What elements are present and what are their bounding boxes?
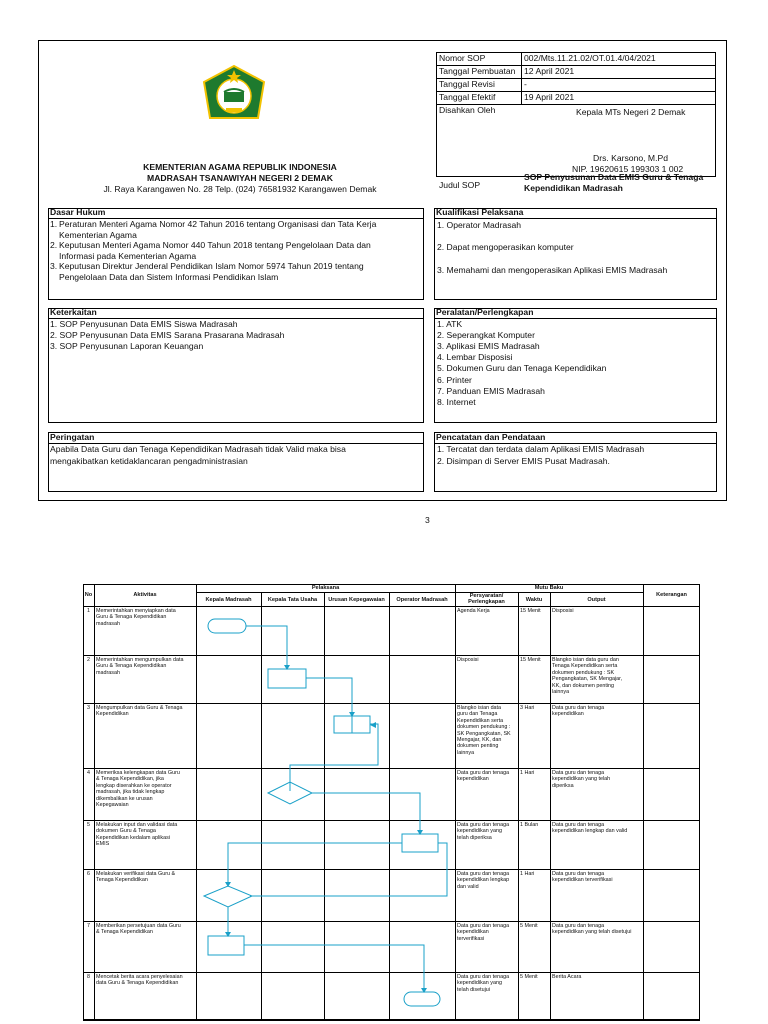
col-persyaratan: Persyaratan/ Perlengkapan [468,593,505,605]
row-no: 4 [87,770,90,776]
list-item: 3. Memahami dan mengoperasikan Aplikasi EMIS Madrasah [437,265,668,275]
school-name: MADRASAH TSANAWIYAH NEGERI 2 DEMAK [147,173,333,183]
approver-nip: NIP. 19620615 199303 1 002 [572,164,684,174]
meta-value-revisi: - [524,79,527,89]
list-item: 2. SOP Penyusunan Data EMIS Sarana Prasarana Madrasah [50,330,285,340]
row-aktivitas: Mencetak berita acara penyelesaian data Guru & Tenaga Kependidikan [96,974,183,987]
list-item: 7. Panduan EMIS Madrasah [437,386,545,396]
row-output: Data guru dan tenaga kependidikan yang telah diperiksa [552,770,611,789]
list-item: 3. Keputusan Direktur Jenderal Pendidikan Islam Nomor 5974 Tahun 2019 tentang Pengelolaan Data dan Sistem Informasi Pendidikan Islam [50,261,364,282]
list-item: 2. Keputusan Menteri Agama Nomor 440 Tahun 2018 tentang Pengelolaan Data dan Informasi pada Kementerian Agama [50,240,371,261]
row-waktu: 1 Bulan [520,822,539,828]
col-aktivitas: Aktivitas [133,592,157,598]
col-output: Output [587,597,606,603]
row-persyaratan: Disposisi [457,657,479,663]
row-no: 6 [87,871,90,877]
row-aktivitas: Memeriksa kelengkapan data Guru & Tenaga Kependidikan, jika lengkap diserahkan ke operator madrasah, jika tidak lengkap dikembalikan ke urusan Kepegawaian [96,770,180,809]
kualifikasi-heading: Kualifikasi Pelaksana [436,207,524,217]
row-persyaratan: Data guru dan tenaga kependidikan [457,770,510,783]
list-item: 5. Dokumen Guru dan Tenaga Kependidikan [437,363,607,373]
row-waktu: 3 Hari [520,705,535,711]
list-item: 1. Tercatat dan terdata dalam Aplikasi EMIS Madrasah [437,444,645,454]
peringatan-heading: Peringatan [50,432,95,442]
peringatan-text-2: mengakibatkan ketidaklancaran pengadministrasian [50,456,248,466]
peringatan-text-1: Apabila Data Guru dan Tenaga Kependidikan Madrasah tidak Valid maka bisa [50,444,346,454]
terminator-end [404,992,440,1006]
row-waktu: 5 Menit [520,974,538,980]
meta-value-nomor: 002/Mts.11.21.02/OT.01.4/04/2021 [524,53,656,63]
row-aktivitas: Memberikan persetujuan data Guru & Tenaga Kependidikan [96,923,181,936]
list-item: 1. SOP Penyusunan Data EMIS Siswa Madrasah [50,319,238,329]
list-item: 6. Printer [437,375,472,385]
pencatatan-heading: Pencatatan dan Pendataan [436,432,546,442]
list-item: 3. Aplikasi EMIS Madrasah [437,341,540,351]
col-urusan-kepegawaian: Urusan Kepegawaian [328,597,385,603]
row-aktivitas: Melakukan verifikasi data Guru & Tenaga Kependidikan [96,871,176,884]
approver-title: Kepala MTs Negeri 2 Demak [576,107,686,117]
judul-label: Judul SOP [439,180,481,190]
meta-label-disahkan: Disahkan Oleh [439,105,496,115]
row-aktivitas: Melakukan input dan validasi data dokumen Guru & Tenaga Kependidikan kedalam aplikasi EMIS [96,822,178,848]
list-item: 2. Seperangkat Komputer [437,330,535,340]
row-waktu: 15 Menit [520,608,541,614]
col-kepala-madrasah: Kepala Madrasah [205,597,252,603]
meta-value-pembuatan: 12 April 2021 [524,66,575,76]
row-no: 5 [87,822,90,828]
list-item: 1. Peraturan Menteri Agama Nomor 42 Tahun 2016 tentang Organisasi dan Tata Kerja Kementerian Agama [50,219,377,240]
meta-label-efektif: Tanggal Efektif [439,92,496,102]
school-address: Jl. Raya Karangawen No. 28 Telp. (024) 76581932 Karangawen Demak [103,184,377,194]
row-persyaratan: Data guru dan tenaga kependidikan terverifikasi [457,923,510,942]
col-operator: Operator Madrasah [396,597,448,603]
col-waktu: Waktu [525,597,543,603]
row-output: Data guru dan tenaga kependidikan terverifikasi [552,871,613,884]
row-no: 3 [87,705,90,711]
process-box [268,669,306,688]
keterkaitan-heading: Keterkaitan [50,307,97,317]
row-output: Berita Acara [552,974,582,980]
terminator-start [208,619,246,633]
row-waktu: 15 Menit [520,657,541,663]
row-no: 1 [87,608,90,614]
row-waktu: 5 Menit [520,923,538,929]
col-pelaksana: Pelaksana [311,585,340,591]
col-mutu-baku: Mutu Baku [534,585,564,591]
row-no: 2 [87,657,90,663]
row-aktivitas: Memerintahkan menyiapkan data Guru & Tenaga Kependidikan madrasah [96,608,176,627]
meta-label-pembuatan: Tanggal Pembuatan [439,66,516,76]
approver-name: Drs. Karsono, M.Pd [593,153,668,163]
list-item: 3. SOP Penyusunan Laporan Keuangan [50,341,204,351]
row-waktu: 1 Hari [520,871,535,877]
ministry-name: KEMENTERIAN AGAMA REPUBLIK INDONESIA [143,162,337,172]
row-output: Data guru dan tenaga kependidikan [552,705,605,718]
row-persyaratan: Data guru dan tenaga kependidikan yang telah diperiksa [457,822,510,841]
row-persyaratan: Data guru dan tenaga kependidikan lengkap dan valid [457,871,510,890]
row-aktivitas: Mengumpulkan data Guru & Tenaga Kependidikan [96,705,183,718]
list-item: 2. Dapat mengoperasikan komputer [437,242,574,252]
peralatan-heading: Peralatan/Perlengkapan [436,307,534,317]
process-box [402,834,438,852]
list-item: 1. Operator Madrasah [437,220,522,230]
col-no: No [84,592,93,598]
list-item: 1. ATK [437,319,463,329]
dasar-hukum-heading: Dasar Hukum [50,207,106,217]
col-kepala-tu: Kepala Tata Usaha [267,597,318,603]
sop-title-line2: Kependidikan Madrasah [524,183,623,193]
row-output: Blangko isian data guru dan Tenaga Kependidikan serta dokumen pendukung : SK Pengangkatan, SK Mengajar, KK, dan dokumen penting lainnya [552,657,623,696]
row-output: Disposisi [552,608,574,614]
process-box [208,936,244,955]
list-item: 8. Internet [437,397,476,407]
sop-title-line1: SOP Penyusunan Data EMIS Guru & Tenaga [524,172,704,182]
row-no: 8 [87,974,90,980]
row-persyaratan: Data guru dan tenaga kependidikan yang telah disetujui [457,974,510,993]
meta-label-nomor: Nomor SOP [439,53,486,63]
list-item: 2. Disimpan di Server EMIS Pusat Madrasah. [437,456,610,466]
row-output: Data guru dan tenaga kependidikan lengkap dan valid [552,822,628,835]
meta-value-efektif: 19 April 2021 [524,92,575,102]
meta-label-revisi: Tanggal Revisi [439,79,495,89]
row-aktivitas: Memerintahkan mengumpulkan data Guru & Tenaga Kependidikan madrasah [96,657,184,676]
row-persyaratan: Agenda Kerja [457,608,490,614]
row-output: Data guru dan tenaga kependidikan yang telah disetujui [552,923,632,936]
row-persyaratan: Blangko isian data guru dan Tenaga Kependidikan serta dokumen pendukung : SK Pengangkatan, SK Mengajar, KK, dan dokumen penting lainnya [457,705,511,756]
page-number: 3 [425,515,430,525]
row-no: 7 [87,923,90,929]
col-keterangan: Keterangan [656,592,687,598]
row-waktu: 1 Hari [520,770,535,776]
decision-diamond [204,886,252,907]
list-item: 4. Lembar Disposisi [437,352,513,362]
